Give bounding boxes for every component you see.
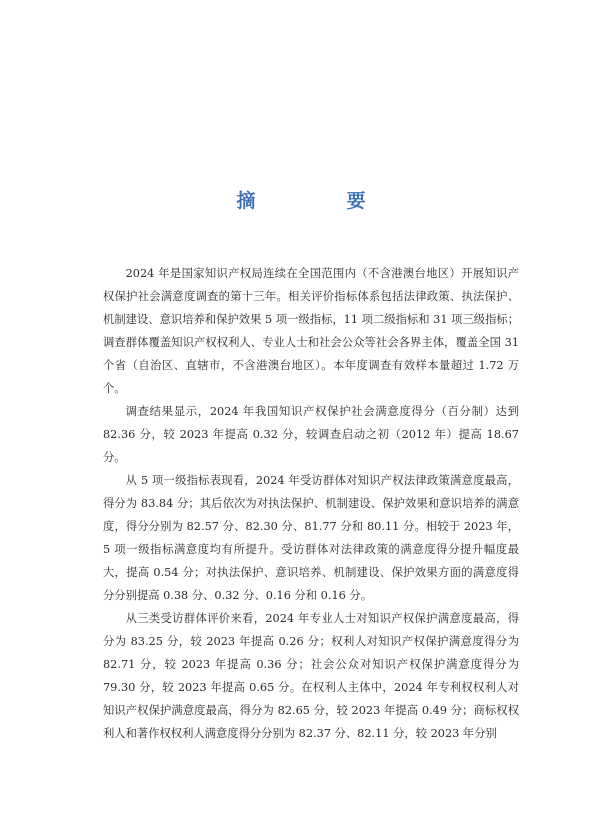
section-title: 摘 要 xyxy=(236,190,402,212)
paragraph-3: 从 5 项一级指标表现看，2024 年受访群体对知识产权法律政策满意度最高，得分为 83.84 分；其后依次为对执法保护、机制建设、保护效果和意识培养的满意度，得分分别为 82.57 分、82.30 分、81.77 分和 80.11 分。相较于 2023 年，5 项一级指标满意度均有所提升。受访群体对法律政策的满意度得分提升幅度最大，提高 0.54 分；对执法保护、意识培养、机制建设、保护效果方面的满意度得分分别提高 0.38 分、0.32 分、0.16 分和 0.16 分。 xyxy=(103,474,519,602)
paragraph-4: 从三类受访群体评价来看，2024 年专业人士对知识产权保护满意度最高，得分为 83.25 分，较 2023 年提高 0.26 分；权利人对知识产权保护满意度得分为 82.71 分，较 2023 年提高 0.36 分；社会公众对知识产权保护满意度得分为 79.30 分，较 2023 年提高 0.65 分。在权利人主体中，2024 年专利权权利人对知识产权保护满意度最高，得分为 82.65 分，较 2023 年提高 0.49 分；商标权权利人和著作权权利人满意度得分分别为 82.37 分、82.11 分，较 2023 年分别 xyxy=(103,612,519,740)
paragraph-1: 2024 年是国家知识产权局连续在全国范围内（不含港澳台地区）开展知识产权保护社会满意度调查的第十三年。相关评价指标体系包括法律政策、执法保护、机制建设、意识培养和保护效果 5 项一级指标，11 项二级指标和 31 项三级指标；调查群体覆盖知识产权权利人、专业人士和社会公众等社会各界主体，覆盖全国 31 个省（自治区、直辖市，不含港澳台地区）。本年度调查有效样本量超过 1.72 万个。 xyxy=(103,267,519,395)
paragraph-2: 调查结果显示，2024 年我国知识产权保护社会满意度得分（百分制）达到 82.36 分，较 2023 年提高 0.32 分，较调查启动之初（2012 年）提高 18.67 分。 xyxy=(103,405,519,464)
abstract-body xyxy=(103,262,519,745)
